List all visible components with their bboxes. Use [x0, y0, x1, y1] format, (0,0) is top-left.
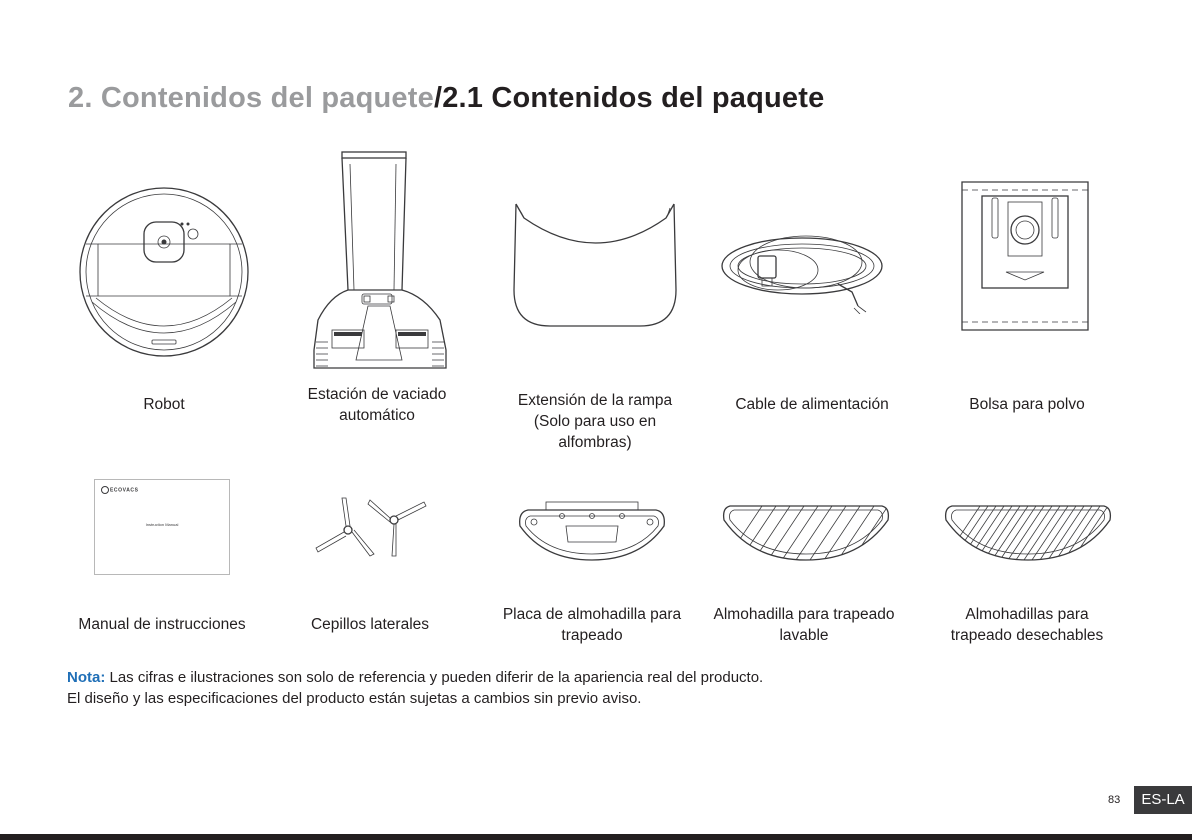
disposable-mop-pads-image [942, 500, 1114, 564]
note-line-2: El diseño y las especificaciones del producto están sujetas a cambios sin previo aviso. [67, 690, 642, 707]
mopping-plate-image [516, 496, 668, 562]
item-label-emptying-station: Estación de vaciado automático [307, 386, 447, 424]
item-label-power-cable: Cable de alimentación [735, 396, 889, 413]
subsection-title: /2.1 Contenidos del paquete [433, 82, 825, 114]
item-label-instruction-manual: Manual de instrucciones [78, 616, 246, 633]
bottom-border [0, 834, 1192, 840]
note-text-1: Las cifras e ilustraciones son solo de referencia y pueden diferir de la apariencia real del producto. [109, 669, 764, 686]
item-label-side-brushes: Cepillos laterales [310, 616, 430, 633]
manual-cover-title: Instruction Manual [145, 522, 179, 527]
ramp-extension-image [510, 200, 680, 330]
item-label-robot: Robot [143, 396, 185, 413]
dust-bag-image [958, 178, 1092, 334]
section-title: 2. Contenidos del paquete [68, 82, 434, 114]
item-label-mopping-plate: Placa de almohadilla para trapeado [502, 606, 682, 644]
page-number: 83 [1108, 794, 1121, 806]
item-label-dust-bag: Bolsa para polvo [969, 396, 1085, 413]
item-label-ramp-extension: Extensión de la rampa (Solo para uso en alfombras) [517, 392, 673, 451]
page-title [68, 82, 824, 115]
logo-mark-icon [101, 486, 109, 494]
washable-mop-pad-image [720, 500, 892, 564]
item-label-washable-mop-pad: Almohadilla para trapeado lavable [713, 606, 895, 644]
item-label-disposable-mop-pads: Almohadillas para trapeado desechables [950, 606, 1104, 644]
instruction-manual-image [94, 479, 230, 575]
side-brushes-image [312, 494, 430, 560]
power-cable-image [718, 214, 898, 314]
note-line-1 [67, 667, 763, 688]
note-block [67, 667, 763, 709]
note-label: Nota: [67, 669, 106, 686]
emptying-station-image [306, 150, 452, 370]
language-badge: ES-LA [1134, 786, 1192, 814]
robot-image [78, 186, 250, 358]
ecovacs-logo: ECOVACS [101, 486, 139, 494]
